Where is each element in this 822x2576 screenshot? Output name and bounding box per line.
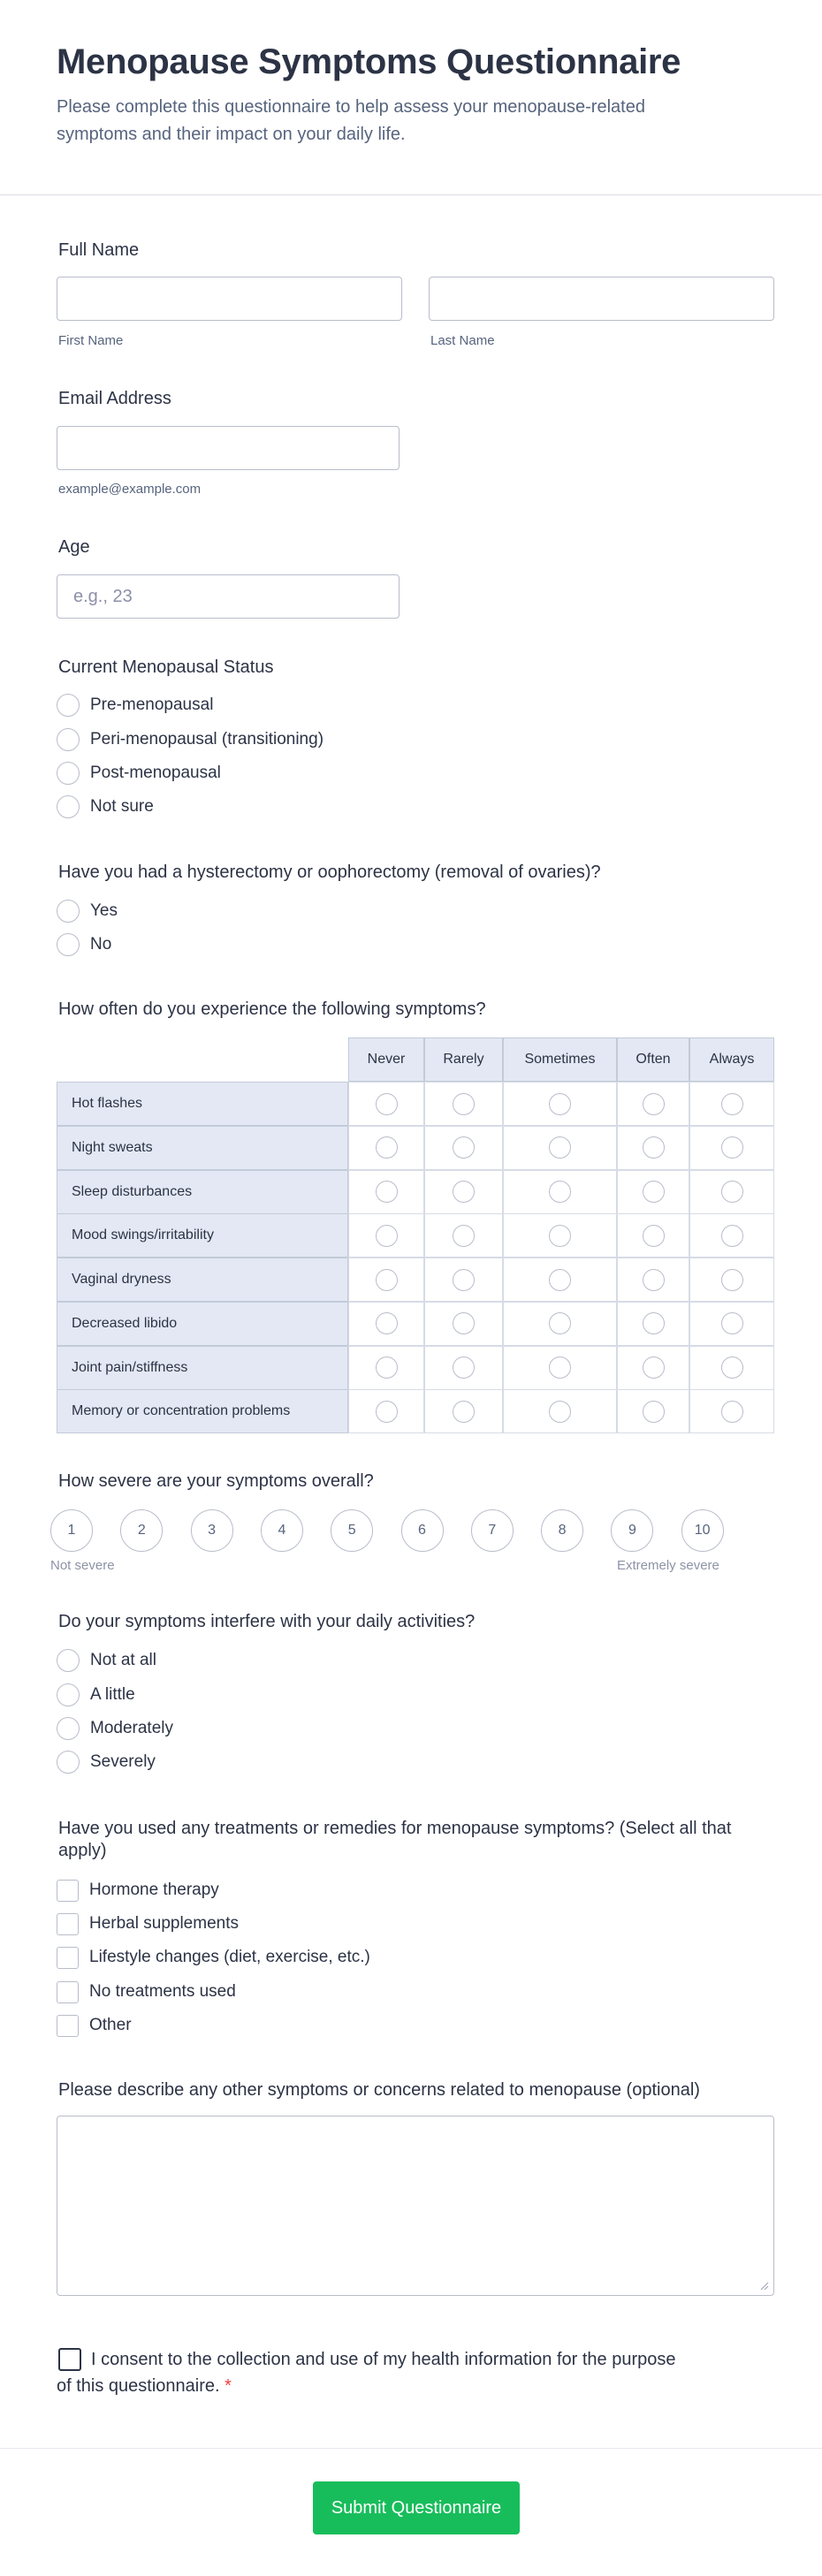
matrix-radio-button[interactable] xyxy=(453,1181,475,1203)
interference-option[interactable] xyxy=(57,1683,135,1706)
age-input[interactable] xyxy=(57,574,400,619)
matrix-cell xyxy=(503,1082,617,1126)
matrix-column-header: Rarely xyxy=(424,1037,503,1082)
matrix-column-header: Sometimes xyxy=(503,1037,617,1082)
matrix-radio-button[interactable] xyxy=(643,1312,665,1334)
matrix-radio-button[interactable] xyxy=(549,1401,571,1423)
matrix-radio-button[interactable] xyxy=(453,1093,475,1115)
option-label: Pre-menopausal xyxy=(90,695,214,714)
matrix-radio-button[interactable] xyxy=(721,1093,743,1115)
matrix-row-label: Hot flashes xyxy=(57,1082,348,1126)
matrix-cell xyxy=(348,1389,424,1433)
matrix-cell xyxy=(689,1346,774,1390)
severity-label: How severe are your symptoms overall? xyxy=(58,1471,374,1491)
matrix-cell xyxy=(503,1346,617,1390)
status-label: Current Menopausal Status xyxy=(58,657,274,677)
matrix-radio-button[interactable] xyxy=(643,1093,665,1115)
matrix-radio-button[interactable] xyxy=(721,1312,743,1334)
option-label: Yes xyxy=(90,901,118,920)
matrix-cell xyxy=(617,1082,689,1126)
matrix-cell xyxy=(617,1258,689,1302)
matrix-cell xyxy=(348,1213,424,1258)
last-name-sublabel: Last Name xyxy=(430,333,495,348)
radio-button[interactable] xyxy=(57,900,80,923)
surgery-option[interactable] xyxy=(57,933,111,956)
submit-button[interactable]: Submit Questionnaire xyxy=(313,2481,520,2534)
option-label: No treatments used xyxy=(89,1982,236,2001)
matrix-cell xyxy=(503,1170,617,1214)
radio-button[interactable] xyxy=(57,1751,80,1774)
matrix-cell xyxy=(689,1389,774,1433)
matrix-cell xyxy=(348,1082,424,1126)
symptoms-label: How often do you experience the following symptoms? xyxy=(58,999,486,1019)
matrix-radio-button[interactable] xyxy=(453,1136,475,1159)
matrix-radio-button[interactable] xyxy=(376,1312,398,1334)
treatment-option[interactable] xyxy=(57,1946,370,1969)
matrix-cell xyxy=(424,1082,503,1126)
status-option[interactable] xyxy=(57,795,154,818)
required-mark: * xyxy=(225,2376,232,2396)
checkbox[interactable] xyxy=(57,2015,79,2037)
matrix-cell xyxy=(617,1170,689,1214)
scale-max-label: Extremely severe xyxy=(617,1558,719,1573)
matrix-cell xyxy=(503,1258,617,1302)
option-label: Peri-menopausal (transitioning) xyxy=(90,730,324,748)
matrix-radio-button[interactable] xyxy=(549,1356,571,1379)
matrix-cell xyxy=(424,1170,503,1214)
treatment-option[interactable] xyxy=(57,1980,236,2003)
matrix-row-label: Memory or concentration problems xyxy=(57,1389,348,1433)
scale-option[interactable]: 10 xyxy=(681,1509,724,1552)
scale-option[interactable]: 1 xyxy=(50,1509,93,1552)
matrix-cell xyxy=(424,1258,503,1302)
option-label: Hormone therapy xyxy=(89,1881,219,1899)
matrix-cell xyxy=(424,1389,503,1433)
matrix-radio-button[interactable] xyxy=(376,1181,398,1203)
matrix-column-header: Never xyxy=(348,1037,424,1082)
concerns-label: Please describe any other symptoms or concerns related to menopause (optional) xyxy=(58,2080,700,2100)
full-name-label: Full Name xyxy=(58,240,140,260)
matrix-radio-button[interactable] xyxy=(721,1136,743,1159)
matrix-cell xyxy=(424,1126,503,1170)
matrix-radio-button[interactable] xyxy=(376,1269,398,1291)
option-label: Other xyxy=(89,2016,132,2034)
option-label: Moderately xyxy=(90,1719,173,1737)
interference-option[interactable] xyxy=(57,1751,156,1774)
matrix-radio-button[interactable] xyxy=(549,1269,571,1291)
interference-label: Do your symptoms interfere with your daily activities? xyxy=(58,1612,476,1631)
matrix-cell xyxy=(348,1170,424,1214)
matrix-column-header: Always xyxy=(689,1037,774,1082)
matrix-radio-button[interactable] xyxy=(643,1356,665,1379)
checkbox[interactable] xyxy=(57,1880,79,1902)
checkbox[interactable] xyxy=(57,1947,79,1969)
matrix-radio-button[interactable] xyxy=(549,1093,571,1115)
matrix-radio-button[interactable] xyxy=(376,1401,398,1423)
scale-option[interactable]: 2 xyxy=(120,1509,163,1552)
matrix-cell xyxy=(689,1082,774,1126)
scale-option[interactable]: 6 xyxy=(401,1509,444,1552)
matrix-radio-button[interactable] xyxy=(376,1225,398,1247)
concerns-textarea[interactable] xyxy=(57,2116,774,2296)
option-label: A little xyxy=(90,1685,135,1704)
matrix-cell xyxy=(503,1302,617,1346)
scale-option[interactable]: 3 xyxy=(191,1509,233,1552)
status-option[interactable] xyxy=(57,762,221,785)
matrix-radio-button[interactable] xyxy=(643,1181,665,1203)
form-header xyxy=(0,0,822,195)
matrix-radio-button[interactable] xyxy=(643,1401,665,1423)
matrix-cell xyxy=(617,1389,689,1433)
matrix-column-header: Often xyxy=(617,1037,689,1082)
age-label: Age xyxy=(58,537,90,557)
matrix-radio-button[interactable] xyxy=(453,1356,475,1379)
matrix-cell xyxy=(689,1302,774,1346)
matrix-cell xyxy=(689,1126,774,1170)
treatment-option[interactable] xyxy=(57,2014,132,2037)
matrix-radio-button[interactable] xyxy=(721,1181,743,1203)
treatment-option[interactable] xyxy=(57,1879,219,1902)
radio-button[interactable] xyxy=(57,1649,80,1672)
option-label: Lifestyle changes (diet, exercise, etc.) xyxy=(89,1948,370,1966)
matrix-row-label: Sleep disturbances xyxy=(57,1170,348,1214)
matrix-cell xyxy=(348,1258,424,1302)
matrix-cell xyxy=(503,1213,617,1258)
option-label: No xyxy=(90,935,112,954)
scale-option[interactable]: 9 xyxy=(611,1509,653,1552)
option-label: Herbal supplements xyxy=(89,1914,239,1933)
matrix-radio-button[interactable] xyxy=(453,1225,475,1247)
matrix-cell xyxy=(617,1213,689,1258)
matrix-cell xyxy=(503,1126,617,1170)
matrix-radio-button[interactable] xyxy=(721,1269,743,1291)
page-title: Menopause Symptoms Questionnaire xyxy=(57,42,681,81)
scale-option[interactable]: 7 xyxy=(471,1509,514,1552)
matrix-radio-button[interactable] xyxy=(721,1401,743,1423)
checkbox[interactable] xyxy=(57,1981,79,2003)
matrix-cell xyxy=(503,1389,617,1433)
radio-button[interactable] xyxy=(57,728,80,751)
matrix-radio-button[interactable] xyxy=(453,1312,475,1334)
matrix-radio-button[interactable] xyxy=(643,1136,665,1159)
matrix-cell xyxy=(689,1258,774,1302)
consent-label xyxy=(57,2346,693,2399)
matrix-radio-button[interactable] xyxy=(549,1181,571,1203)
matrix-row-label: Night sweats xyxy=(57,1126,348,1170)
email-input[interactable] xyxy=(57,426,400,470)
matrix-row-label: Vaginal dryness xyxy=(57,1258,348,1302)
option-label: Severely xyxy=(90,1752,156,1771)
matrix-radio-button[interactable] xyxy=(376,1356,398,1379)
scale-option[interactable]: 8 xyxy=(541,1509,583,1552)
matrix-row-label: Joint pain/stiffness xyxy=(57,1346,348,1390)
matrix-radio-button[interactable] xyxy=(549,1312,571,1334)
matrix-cell xyxy=(424,1302,503,1346)
email-label: Email Address xyxy=(58,389,171,408)
symptoms-matrix xyxy=(57,1037,774,1433)
first-name-sublabel: First Name xyxy=(58,333,124,348)
checkbox[interactable] xyxy=(57,1913,79,1935)
matrix-cell xyxy=(348,1126,424,1170)
matrix-radio-button[interactable] xyxy=(376,1093,398,1115)
matrix-cell xyxy=(617,1346,689,1390)
matrix-radio-button[interactable] xyxy=(643,1269,665,1291)
first-name-input[interactable] xyxy=(57,277,402,321)
matrix-radio-button[interactable] xyxy=(453,1401,475,1423)
matrix-radio-button[interactable] xyxy=(549,1136,571,1159)
status-option[interactable] xyxy=(57,728,323,751)
matrix-radio-button[interactable] xyxy=(721,1225,743,1247)
matrix-row-label: Mood swings/irritability xyxy=(57,1213,348,1258)
interference-option[interactable] xyxy=(57,1649,156,1672)
matrix-cell xyxy=(348,1302,424,1346)
email-sublabel: example@example.com xyxy=(58,482,202,497)
scale-option[interactable]: 4 xyxy=(261,1509,303,1552)
status-option[interactable] xyxy=(57,694,213,717)
matrix-radio-button[interactable] xyxy=(643,1225,665,1247)
radio-button[interactable] xyxy=(57,1683,80,1706)
option-label: Not sure xyxy=(90,797,154,816)
last-name-input[interactable] xyxy=(429,277,774,321)
matrix-cell xyxy=(617,1126,689,1170)
page-subtitle: Please complete this questionnaire to help assess your menopause-related symptoms and their impact on your daily life. xyxy=(57,97,645,144)
matrix-cell xyxy=(348,1346,424,1390)
matrix-radio-button[interactable] xyxy=(376,1136,398,1159)
matrix-radio-button[interactable] xyxy=(453,1269,475,1291)
consent-text: I consent to the collection and use of my health information for the purpose of this questionnaire. xyxy=(57,2350,676,2396)
matrix-row-label: Decreased libido xyxy=(57,1302,348,1346)
radio-button[interactable] xyxy=(57,1717,80,1740)
matrix-cell xyxy=(689,1170,774,1214)
radio-button[interactable] xyxy=(57,933,80,956)
matrix-radio-button[interactable] xyxy=(721,1356,743,1379)
treatment-option[interactable] xyxy=(57,1912,239,1935)
option-label: Not at all xyxy=(90,1651,156,1669)
matrix-cell xyxy=(617,1302,689,1346)
interference-option[interactable] xyxy=(57,1717,173,1740)
resize-grip-icon[interactable] xyxy=(760,2282,769,2291)
radio-button[interactable] xyxy=(57,795,80,818)
scale-option[interactable]: 5 xyxy=(331,1509,373,1552)
matrix-cell xyxy=(424,1213,503,1258)
radio-button[interactable] xyxy=(57,762,80,785)
matrix-cell xyxy=(424,1346,503,1390)
radio-button[interactable] xyxy=(57,694,80,717)
matrix-cell xyxy=(689,1213,774,1258)
footer-divider xyxy=(0,2448,822,2449)
surgery-option[interactable] xyxy=(57,900,118,923)
matrix-radio-button[interactable] xyxy=(549,1225,571,1247)
scale-min-label: Not severe xyxy=(50,1558,115,1573)
treatments-label: Have you used any treatments or remedies for menopause symptoms? (Select all that apply) xyxy=(58,1819,732,1860)
surgery-label: Have you had a hysterectomy or oophorectomy (removal of ovaries)? xyxy=(58,862,601,882)
option-label: Post-menopausal xyxy=(90,764,221,782)
